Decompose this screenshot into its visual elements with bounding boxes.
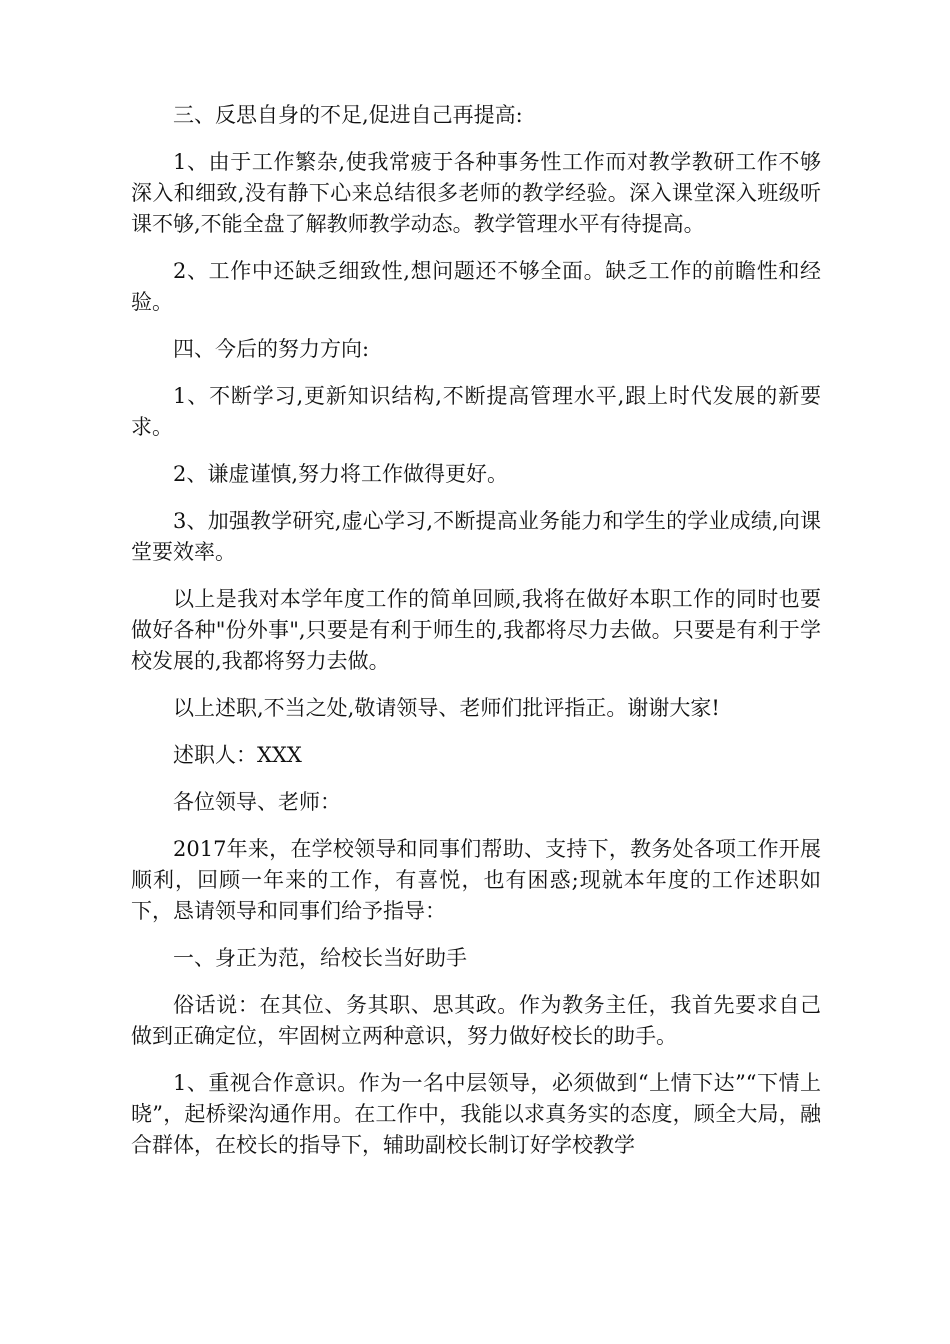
paragraph-summary: 以上是我对本学年度工作的简单回顾,我将在做好本职工作的同时也要做好各种"份外事",只要是有利于师生的,我都将尽力去做。只要是有利于学校发展的,我都将努力去做。 — [131, 587, 821, 673]
paragraph-direction-2: 2、谦虚谨慎,努力将工作做得更好。 — [173, 462, 509, 486]
section-heading-reflection: 三、反思自身的不足,促进自己再提高: — [173, 103, 523, 127]
section-heading-role-model: 一、身正为范，给校长当好助手 — [173, 946, 467, 970]
section-heading-future-direction: 四、今后的努力方向: — [173, 337, 370, 361]
paragraph-closing: 以上述职,不当之处,敬请领导、老师们批评指正。谢谢大家! — [173, 696, 720, 720]
paragraph-shortcoming-2: 2、工作中还缺乏细致性,想问题还不够全面。缺乏工作的前瞻性和经验。 — [131, 259, 821, 314]
paragraph-shortcoming-1: 1、由于工作繁杂,使我常疲于各种事务性工作而对教学教研工作不够深入和细致,没有静下心来总结很多老师的教学经验。深入课堂深入班级听课不够,不能全盘了解教师教学动态。教学管理水平有待提高。 — [131, 150, 821, 236]
paragraph-intro-2017: 2017年来，在学校领导和同事们帮助、支持下，教务处各项工作开展顺利，回顾一年来的工作，有喜悦，也有困惑;现就本年度的工作述职如下，恳请领导和同事们给予指导： — [131, 837, 821, 923]
paragraph-direction-1: 1、不断学习,更新知识结构,不断提高管理水平,跟上时代发展的新要求。 — [131, 384, 821, 439]
document-body — [131, 100, 821, 1177]
signature-line: 述职人：XXX — [173, 743, 302, 767]
paragraph-direction-3: 3、加强教学研究,虚心学习,不断提高业务能力和学生的学业成绩,向课堂要效率。 — [131, 509, 821, 564]
salutation: 各位领导、老师： — [173, 790, 341, 814]
paragraph-cooperation: 1、重视合作意识。作为一名中层领导，必须做到“上情下达”“下情上晓”，起桥梁沟通作用。在工作中，我能以求真务实的态度，顾全大局，融合群体，在校长的指导下，辅助副校长制订好学校教学 — [131, 1071, 821, 1157]
paragraph-proverb: 俗话说：在其位、务其职、思其政。作为教务主任，我首先要求自己做到正确定位，牢固树立两种意识，努力做好校长的助手。 — [131, 993, 821, 1048]
